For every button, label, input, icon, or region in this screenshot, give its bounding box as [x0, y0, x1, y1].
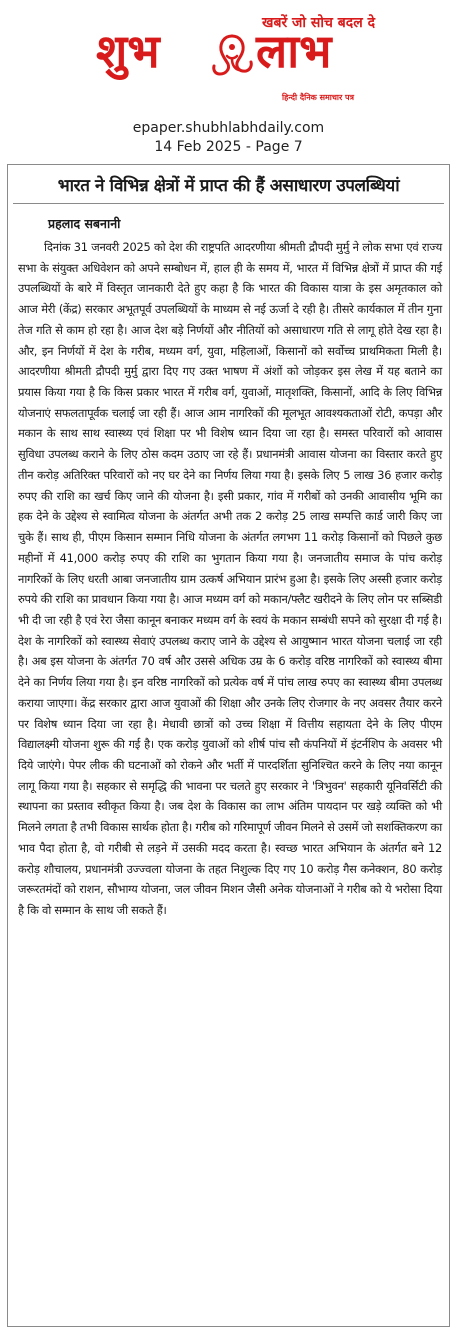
masthead-subtitle: हिन्दी दैनिक समाचार पत्र: [282, 93, 355, 102]
source-url: epaper.shubhlabhdaily.com: [132, 120, 325, 136]
article-body: दिनांक 31 जनवरी 2025 को देश की राष्ट्रपति आदरणीया श्रीमती द्रौपदी मुर्मु ने लोक सभा एवं राज्य सभा के संयुक्त अधिवेशन को अपने सम्बोधन में, हाल ही के समय में, भारत में विभिन्न क्षेत्रों में प्राप्त की गई उपलब्धियों के बारे में विस्तृत जानकारी देते हुए कहा है कि भारत की विकास यात्रा के इस अमृतकाल को आज मेरी (केंद्र) सरकार अभूतपूर्व उपलब्धियों के माध्यम से नई ऊर्जा दे रही है। तीसरे कार्यकाल में तीन गुना तेज गति से काम हो रहा है। आज देश बड़े निर्णयों और नीतियों को असाधारण गति से लागू होते देख रहा है। और, इन निर्णयों में देश के गरीब, मध्यम वर्ग, युवा, महिलाओं, किसानों को सर्वोच्च प्राथमिकता मिली है। आदरणीया श्रीमती द्रौपदी मुर्मु द्वारा दिए गए उक्त भाषण में अंशों को जोड़कर इस लेख में यह बताने का प्रयास किया गया है कि किस प्रकार भारत में गरीब वर्ग, युवाओं, मातृशक्ति, किसानों, आदि के लिए विभिन्न योजनाएं सफलतापूर्वक चलाई जा रही हैं। आज आम नागरिकों की मूलभूत आवश्यकताओं रोटी, कपड़ा और मकान के साथ साथ स्वास्थ्य एवं शिक्षा पर भी विशेष ध्यान दिया जा रहा है। समस्त परिवारों को आवास सुविधा उपलब्ध कराने के लिए ठोस कदम उठाए जा रहे हैं। प्रधानमंत्री आवास योजना का विस्तार करते हुए तीन करोड़ अतिरिक्त परिवारों को नए घर देने का निर्णय लिया गया है। इसके लिए 5 लाख 36 हजार करोड़ रुपए की राशि का खर्च किए जाने की योजना है। इसी प्रकार, गांव में गरीबों को उनकी आवासीय भूमि का हक देने के उद्देश्य से स्वामित्व योजना के अंतर्गत अभी तक 2 करोड़ 25 लाख सम्पत्ति कार्ड जारी किए जा चुके हैं। साथ ही, पीएम किसान सम्मान निधि योजना के अंतर्गत लगभग 11 करोड़ किसानों को पिछले कुछ महीनों में 41,000 करोड़ रुपए की राशि का भुगतान किया गया है। जनजातीय समाज के पांच करोड़ नागरिकों के लिए धरती आबा जनजातीय ग्राम उत्कर्ष अभियान प्रारंभ हुआ है। इसके लिए अस्सी हजार करोड़ रुपये की राशि का प्रावधान किया गया है। आज मध्यम वर्ग को मकान/फ्लैट खरीदने के लिए लोन पर सब्सिडी भी दी जा रही है एवं रेरा जैसा कानून बनाकर मध्यम वर्ग के स्वयं के मकान सम्बंधी सपने को सुरक्षा दी गई है। देश के नागरिकों को स्वास्थ्य सेवाएं उपलब्ध कराए जाने के उद्देश्य से आयुष्मान भारत योजना चलाई जा रही है। अब इस योजना के अंतर्गत 70 वर्ष और उससे अधिक उम्र के 6 करोड़ वरिष्ठ नागरिकों को स्वास्थ्य बीमा देने का निर्णय लिया गया है। इन वरिष्ठ नागरिकों को प्रत्येक वर्ष में पांच लाख रुपए का स्वास्थ्य बीमा उपलब्ध कराया जाएगा। केंद्र सरकार द्वारा आज युवाओं की शिक्षा और उनके लिए रोजगार के नए अवसर तैयार करने पर विशेष ध्यान दिया जा रहा है। मेधावी छात्रों को उच्च शिक्षा में वित्तीय सहायता देने के लिए पीएम विद्यालक्ष्मी योजना शुरू की गई है। एक करोड़ युवाओं को शीर्ष पांच सौ कंपनियों में इंटर्नशिप के अवसर भी दिये जाएंगे। पेपर लीक की घटनाओं को रोकने और भर्ती में पारदर्शिता सुनिश्चित करने के लिए नया कानून लागू किया गया है। सहकार से समृद्धि की भावना पर चलते हुए सरकार ने 'त्रिभुवन' सहकारी यूनिवर्सिटी की स्थापना का प्रस्ताव स्वीकृत किया है। जब देश के विकास का लाभ अंतिम पायदान पर खड़े व्यक्ति को भी मिलने लगता है तभी विकास सार्थक होता है। गरीब को गरिमापूर्ण जीवन मिलने से उसमें जो सशक्तिकरण का भाव पैदा होता है, वो गरीबी से लड़ने में उसकी मदद करता है। स्वच्छ भारत अभियान के अंतर्गत बने 12 करोड़ शौचालय, प्रधानमंत्री उज्ज्वला योजना के तहत निशुल्क दिए गए 10 करोड़ गैस कनेक्शन, 80 करोड़ जरूरतमंदों को राशन, सौभाग्य योजना, जल जीवन मिशन जैसी अनेक योजनाओं ने गरीब को ये भरोसा दिया है कि वो सम्मान के साथ जी सकते हैं।: [18, 240, 442, 917]
newspaper-masthead: [86, 6, 374, 110]
article-byline: प्रहलाद सबनानी: [48, 216, 121, 231]
edition-date-page: 14 Feb 2025 - Page 7: [154, 139, 303, 155]
article-headline: भारत ने विभिन्न क्षेत्रों में प्राप्त की हैं असाधारण उपलब्धियां: [57, 176, 400, 196]
masthead-tagline: खबरें जो सोच बदल दे: [262, 15, 376, 31]
headline-divider: [13, 203, 444, 204]
logo-word-shubh: शुभ: [96, 24, 160, 78]
logo-word-laabh: लाभ: [256, 24, 332, 78]
ganesha-logo-icon: [210, 32, 254, 80]
article-box: [7, 164, 450, 1327]
